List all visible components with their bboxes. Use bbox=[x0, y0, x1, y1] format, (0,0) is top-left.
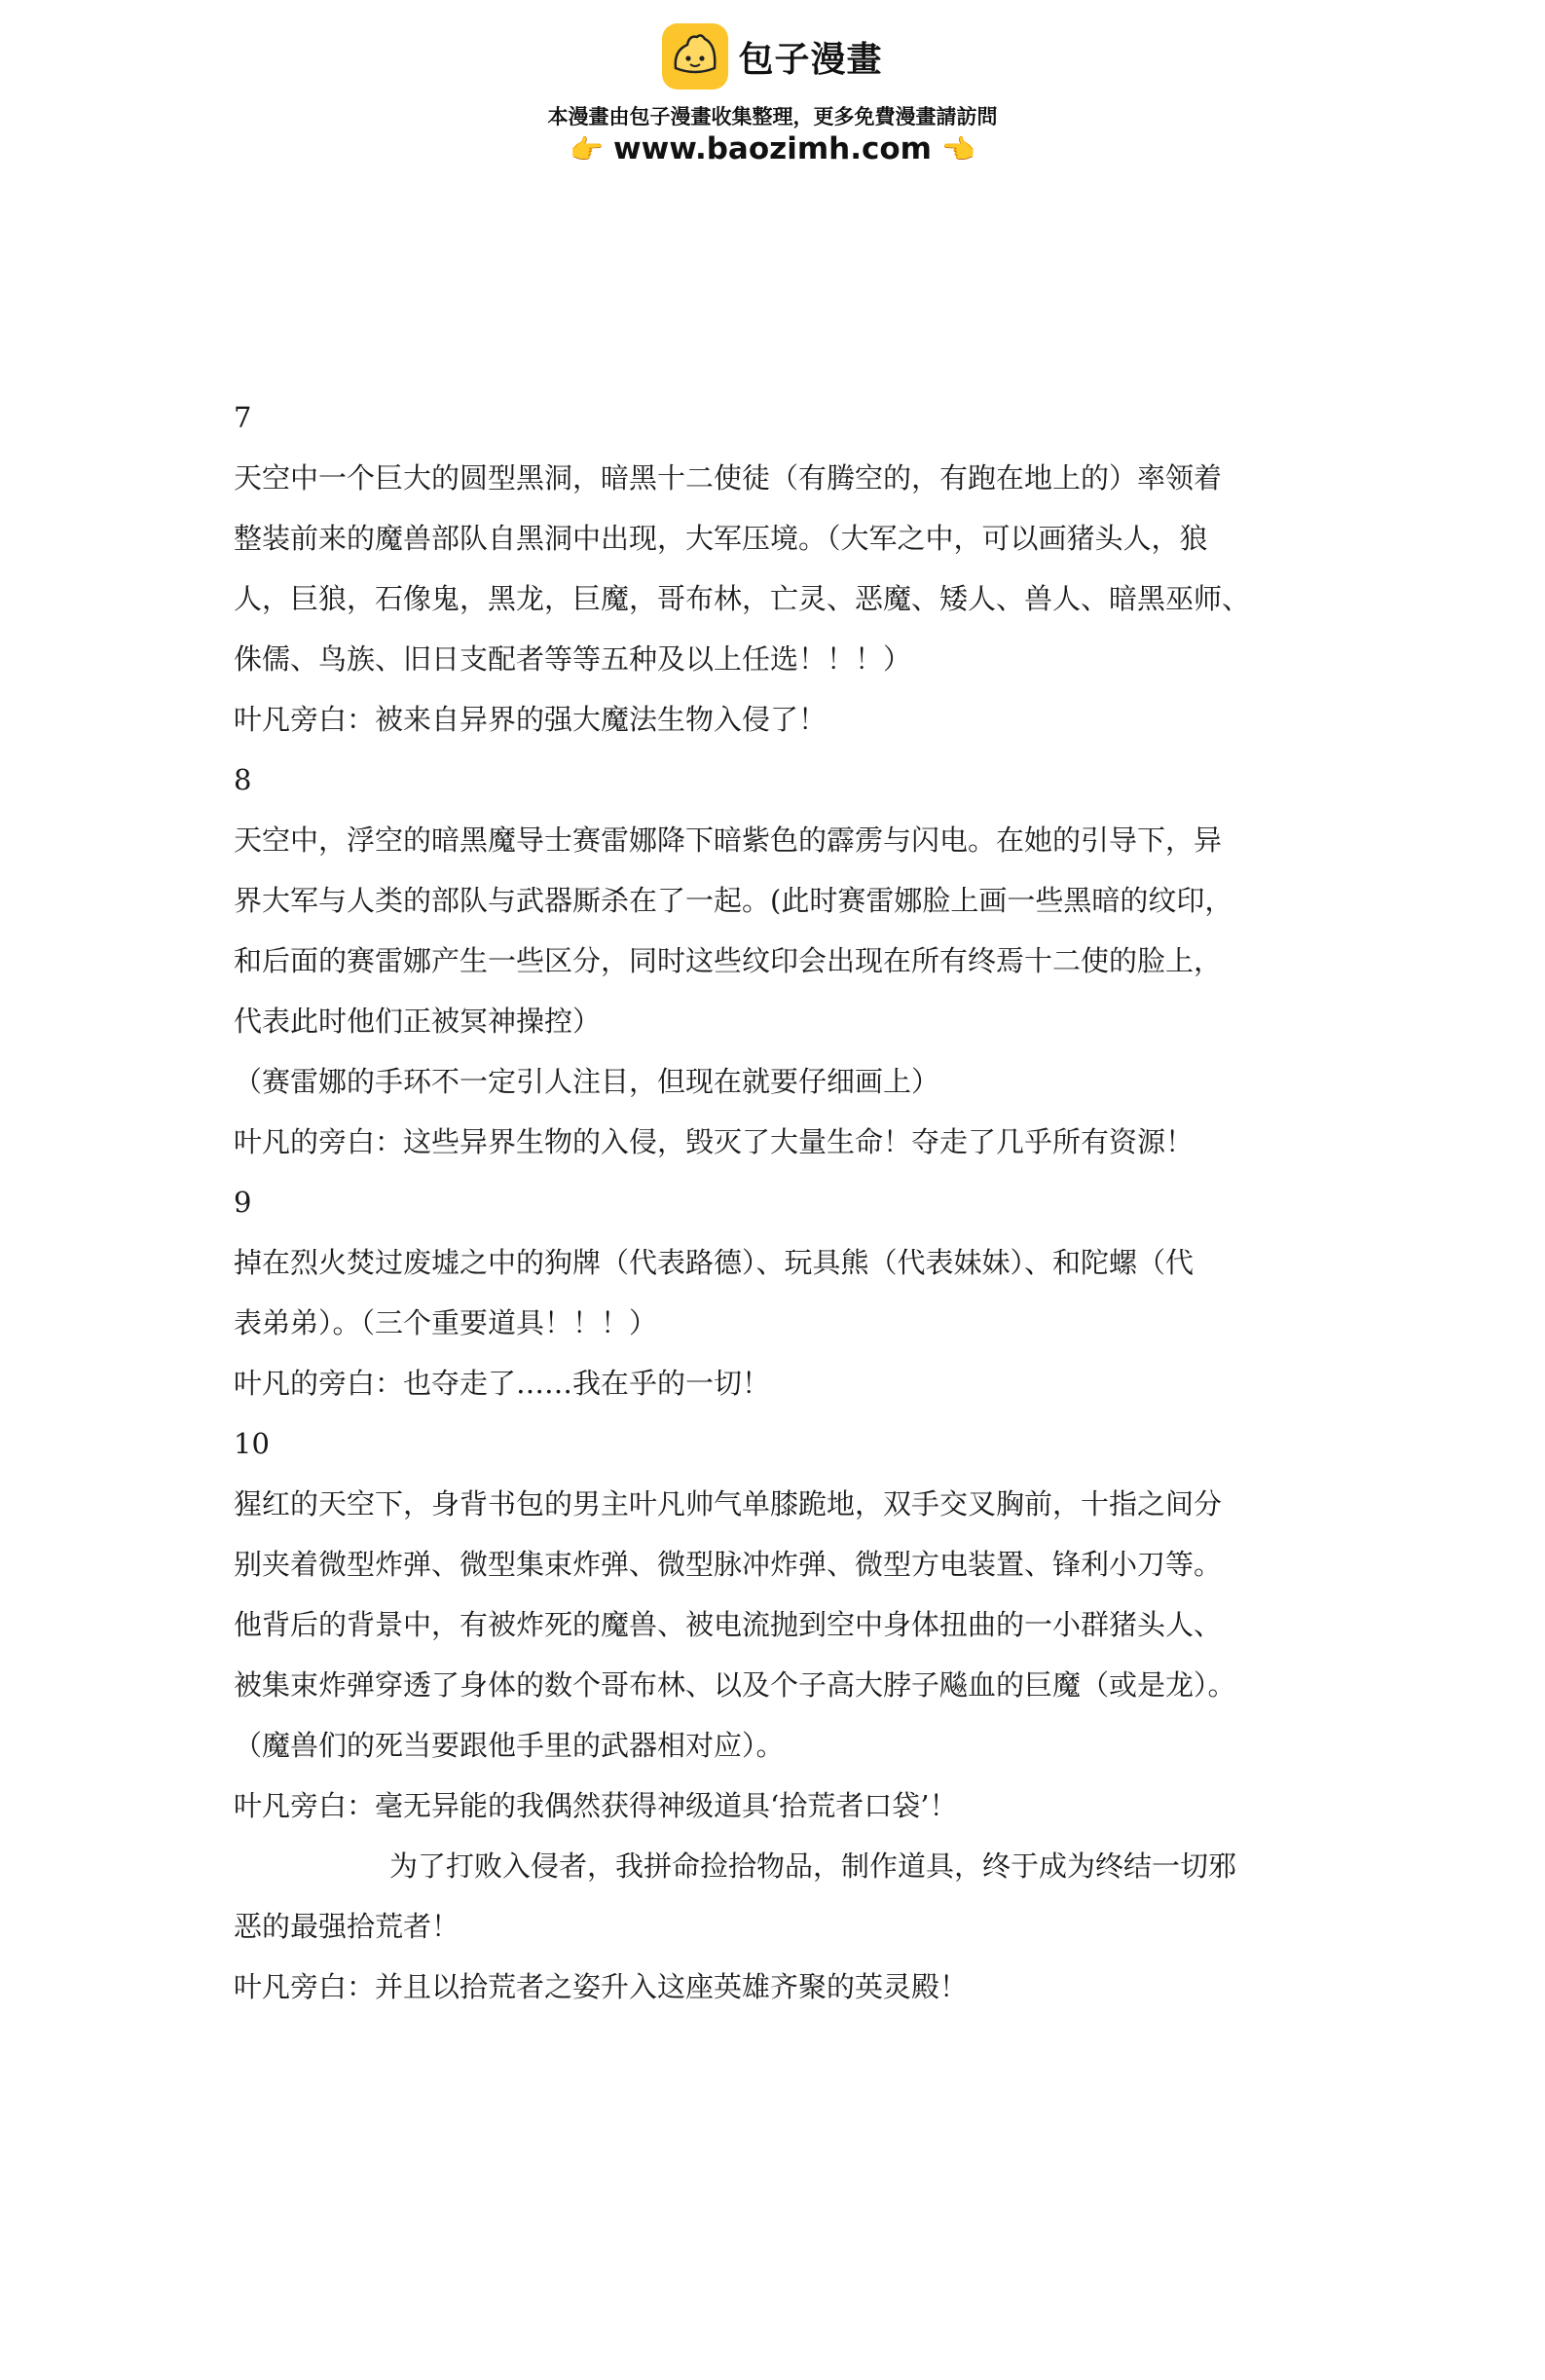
narration-line: 叶凡的旁白：这些异界生物的入侵，毁灭了大量生命！夺走了几乎所有资源！ bbox=[234, 1125, 1195, 1158]
text-line: 侏儒、鸟族、旧日支配者等等五种及以上任选！！！） bbox=[234, 642, 912, 676]
text-line: 表弟弟）。（三个重要道具！！！） bbox=[234, 1306, 658, 1339]
text-line: 整装前来的魔兽部队自黑洞中出现，大军压境。（大军之中，可以画猪头人，狼 bbox=[234, 522, 1208, 555]
bun-mascot-icon bbox=[662, 23, 728, 90]
pointing-right-hand-icon: 👉 bbox=[570, 132, 605, 165]
text-line: 他背后的背景中，有被炸死的魔兽、被电流抛到空中身体扭曲的一小群猪头人、 bbox=[234, 1608, 1223, 1641]
narration-line: 叶凡旁白：被来自异界的强大魔法生物入侵了！ bbox=[234, 703, 828, 736]
site-tagline: 本漫畫由包子漫畫收集整理，更多免費漫畫請訪問 bbox=[547, 105, 998, 128]
site-url-link[interactable]: www.baozimh.com bbox=[613, 131, 932, 166]
text-line: 天空中，浮空的暗黑魔导士赛雷娜降下暗紫色的霹雳与闪电。在她的引导下，异 bbox=[234, 824, 1223, 857]
scene-number: 8 bbox=[234, 763, 252, 796]
text-line: （魔兽们的死当要跟他手里的武器相对应）。 bbox=[234, 1729, 785, 1762]
scene-number: 7 bbox=[234, 401, 252, 434]
script-text bbox=[234, 387, 1314, 2017]
site-url-row bbox=[0, 131, 1545, 166]
narration-line: 叶凡旁白：并且以拾荒者之姿升入这座英雄齐聚的英灵殿！ bbox=[234, 1970, 969, 2003]
text-line: 和后面的赛雷娜产生一些区分，同时这些纹印会出现在所有终焉十二使的脸上， bbox=[234, 944, 1223, 977]
text-line: 猩红的天空下，身背书包的男主叶凡帅气单膝跪地，双手交叉胸前，十指之间分 bbox=[234, 1487, 1223, 1520]
logo[interactable] bbox=[0, 23, 1545, 90]
text-line: 被集束炸弹穿透了身体的数个哥布林、以及个子高大脖子飚血的巨魔（或是龙）。 bbox=[234, 1668, 1236, 1702]
text-line: 掉在烈火焚过废墟之中的狗牌（代表路德）、玩具熊（代表妹妹）、和陀螺（代 bbox=[234, 1246, 1195, 1279]
pointing-left-hand-icon: 👈 bbox=[940, 132, 975, 165]
site-header bbox=[0, 0, 1545, 175]
narration-line: 为了打败入侵者，我拼命捡拾物品，制作道具，终于成为终结一切邪 bbox=[389, 1849, 1237, 1883]
narration-line: 叶凡的旁白：也夺走了……我在乎的一切！ bbox=[234, 1367, 771, 1400]
text-line: 代表此时他们正被冥神操控） bbox=[234, 1005, 602, 1038]
text-line: 恶的最强拾荒者！ bbox=[234, 1910, 460, 1943]
text-line: 人，巨狼，石像鬼，黑龙，巨魔，哥布林，亡灵、恶魔、矮人、兽人、暗黑巫师、 bbox=[234, 582, 1251, 615]
logo-text: 包子漫畫 bbox=[738, 39, 883, 80]
text-line: 别夹着微型炸弹、微型集束炸弹、微型脉冲炸弹、微型方电装置、锋利小刀等。 bbox=[234, 1548, 1223, 1581]
narration-line: 叶凡旁白：毫无异能的我偶然获得神级道具‘拾荒者口袋’！ bbox=[234, 1789, 958, 1822]
text-line: （赛雷娜的手环不一定引人注目，但现在就要仔细画上） bbox=[234, 1065, 940, 1098]
scene-number: 9 bbox=[234, 1186, 252, 1219]
text-line: 天空中一个巨大的圆型黑洞，暗黑十二使徒（有腾空的，有跑在地上的）率领着 bbox=[234, 461, 1223, 494]
scene-number: 10 bbox=[234, 1427, 270, 1460]
text-line: 界大军与人类的部队与武器厮杀在了一起。(此时赛雷娜脸上画一些黑暗的纹印， bbox=[234, 884, 1233, 917]
